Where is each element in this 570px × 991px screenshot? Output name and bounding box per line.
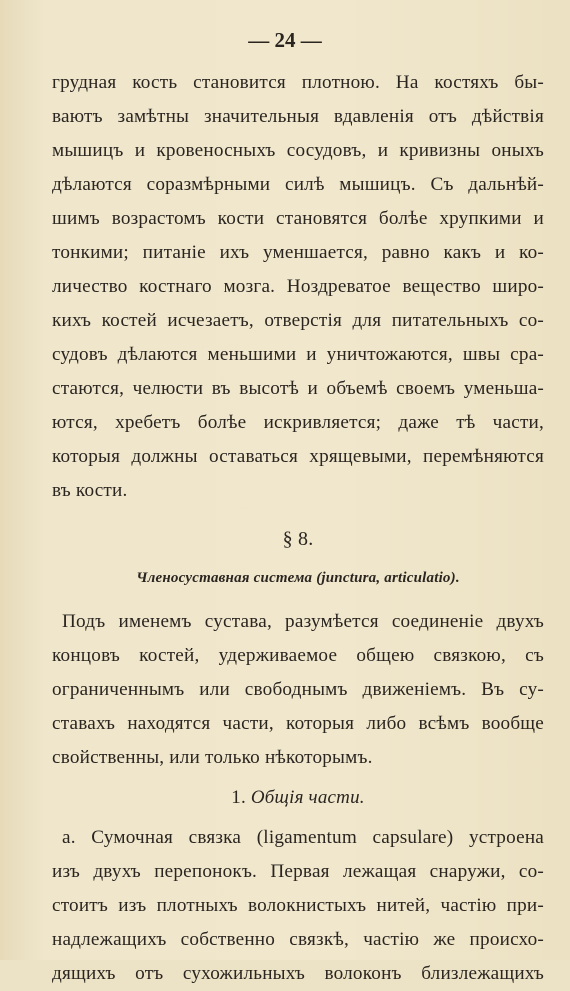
paragraph-capsular-ligament <box>52 821 544 991</box>
subheading-title: Общія части. <box>250 787 365 808</box>
paragraph-joint-definition <box>52 605 544 775</box>
text-line: которыя должны оставаться хрящевыми, перемѣняются <box>52 446 544 467</box>
text-line: кихъ костей исчезаетъ, отверстія для питательныхъ со- <box>52 310 544 331</box>
text-line: концовъ костей, удерживаемое общею связкою, съ <box>52 645 544 666</box>
text-line: судовъ дѣлаются меньшими и уничтожаются, швы сра- <box>52 344 544 365</box>
section-heading: Членосуставная система (junctura, articulatio). <box>136 570 460 586</box>
paragraph-bone-aging <box>52 66 544 508</box>
text-line: шимъ возрастомъ кости становятся болѣе хрупкими и <box>52 208 544 229</box>
text-line: личество костнаго мозга. Ноздреватое вещество широ- <box>52 276 544 297</box>
text-line: стаются, челюсти въ высотѣ и объемѣ своемъ уменьша- <box>52 378 544 399</box>
page-number: — 24 — <box>248 28 322 52</box>
text-line: ограниченнымъ или свободнымъ движеніемъ. Въ су- <box>52 679 544 700</box>
text-line: ются, хребетъ болѣе искривляется; даже тѣ части, <box>52 412 544 433</box>
text-line: грудная кость становится плотною. На костяхъ бы- <box>52 72 544 93</box>
text-line: въ кости. <box>52 480 128 501</box>
subheading-number: 1. <box>231 787 246 808</box>
text-line: стоитъ изъ плотныхъ волокнистыхъ нитей, частію при- <box>52 895 544 916</box>
text-line: мышицъ и кровеносныхъ сосудовъ, и кривизны оныхъ <box>52 140 544 161</box>
text-line: надлежащихъ собственно связкѣ, частію же происхо- <box>52 929 544 950</box>
text-line: Подъ именемъ сустава, разумѣется соединеніе двухъ <box>62 611 544 632</box>
subheading <box>52 775 544 821</box>
page-body <box>52 66 544 991</box>
text-line: тонкими; питаніе ихъ уменшается, равно какъ и ко- <box>52 242 544 263</box>
text-line: ваютъ замѣтны значительныя вдавленія отъ дѣйствія <box>52 106 544 127</box>
text-line: ставахъ находятся части, которыя либо всѣмъ вообще <box>52 713 544 734</box>
text-line: изъ двухъ перепонокъ. Первая лежащая снаружи, со- <box>52 861 544 882</box>
text-line: дящихъ отъ сухожильныхъ волоконъ близлежащихъ <box>52 963 544 984</box>
section-number: § 8. <box>282 528 314 550</box>
text-line: дѣлаются соразмѣрными силѣ мышицъ. Съ дальнѣй- <box>52 174 544 195</box>
text-line: а. Сумочная связка (ligamentum capsulare) устроена <box>62 827 544 848</box>
text-line: свойственны, или только нѣкоторымъ. <box>52 747 373 768</box>
